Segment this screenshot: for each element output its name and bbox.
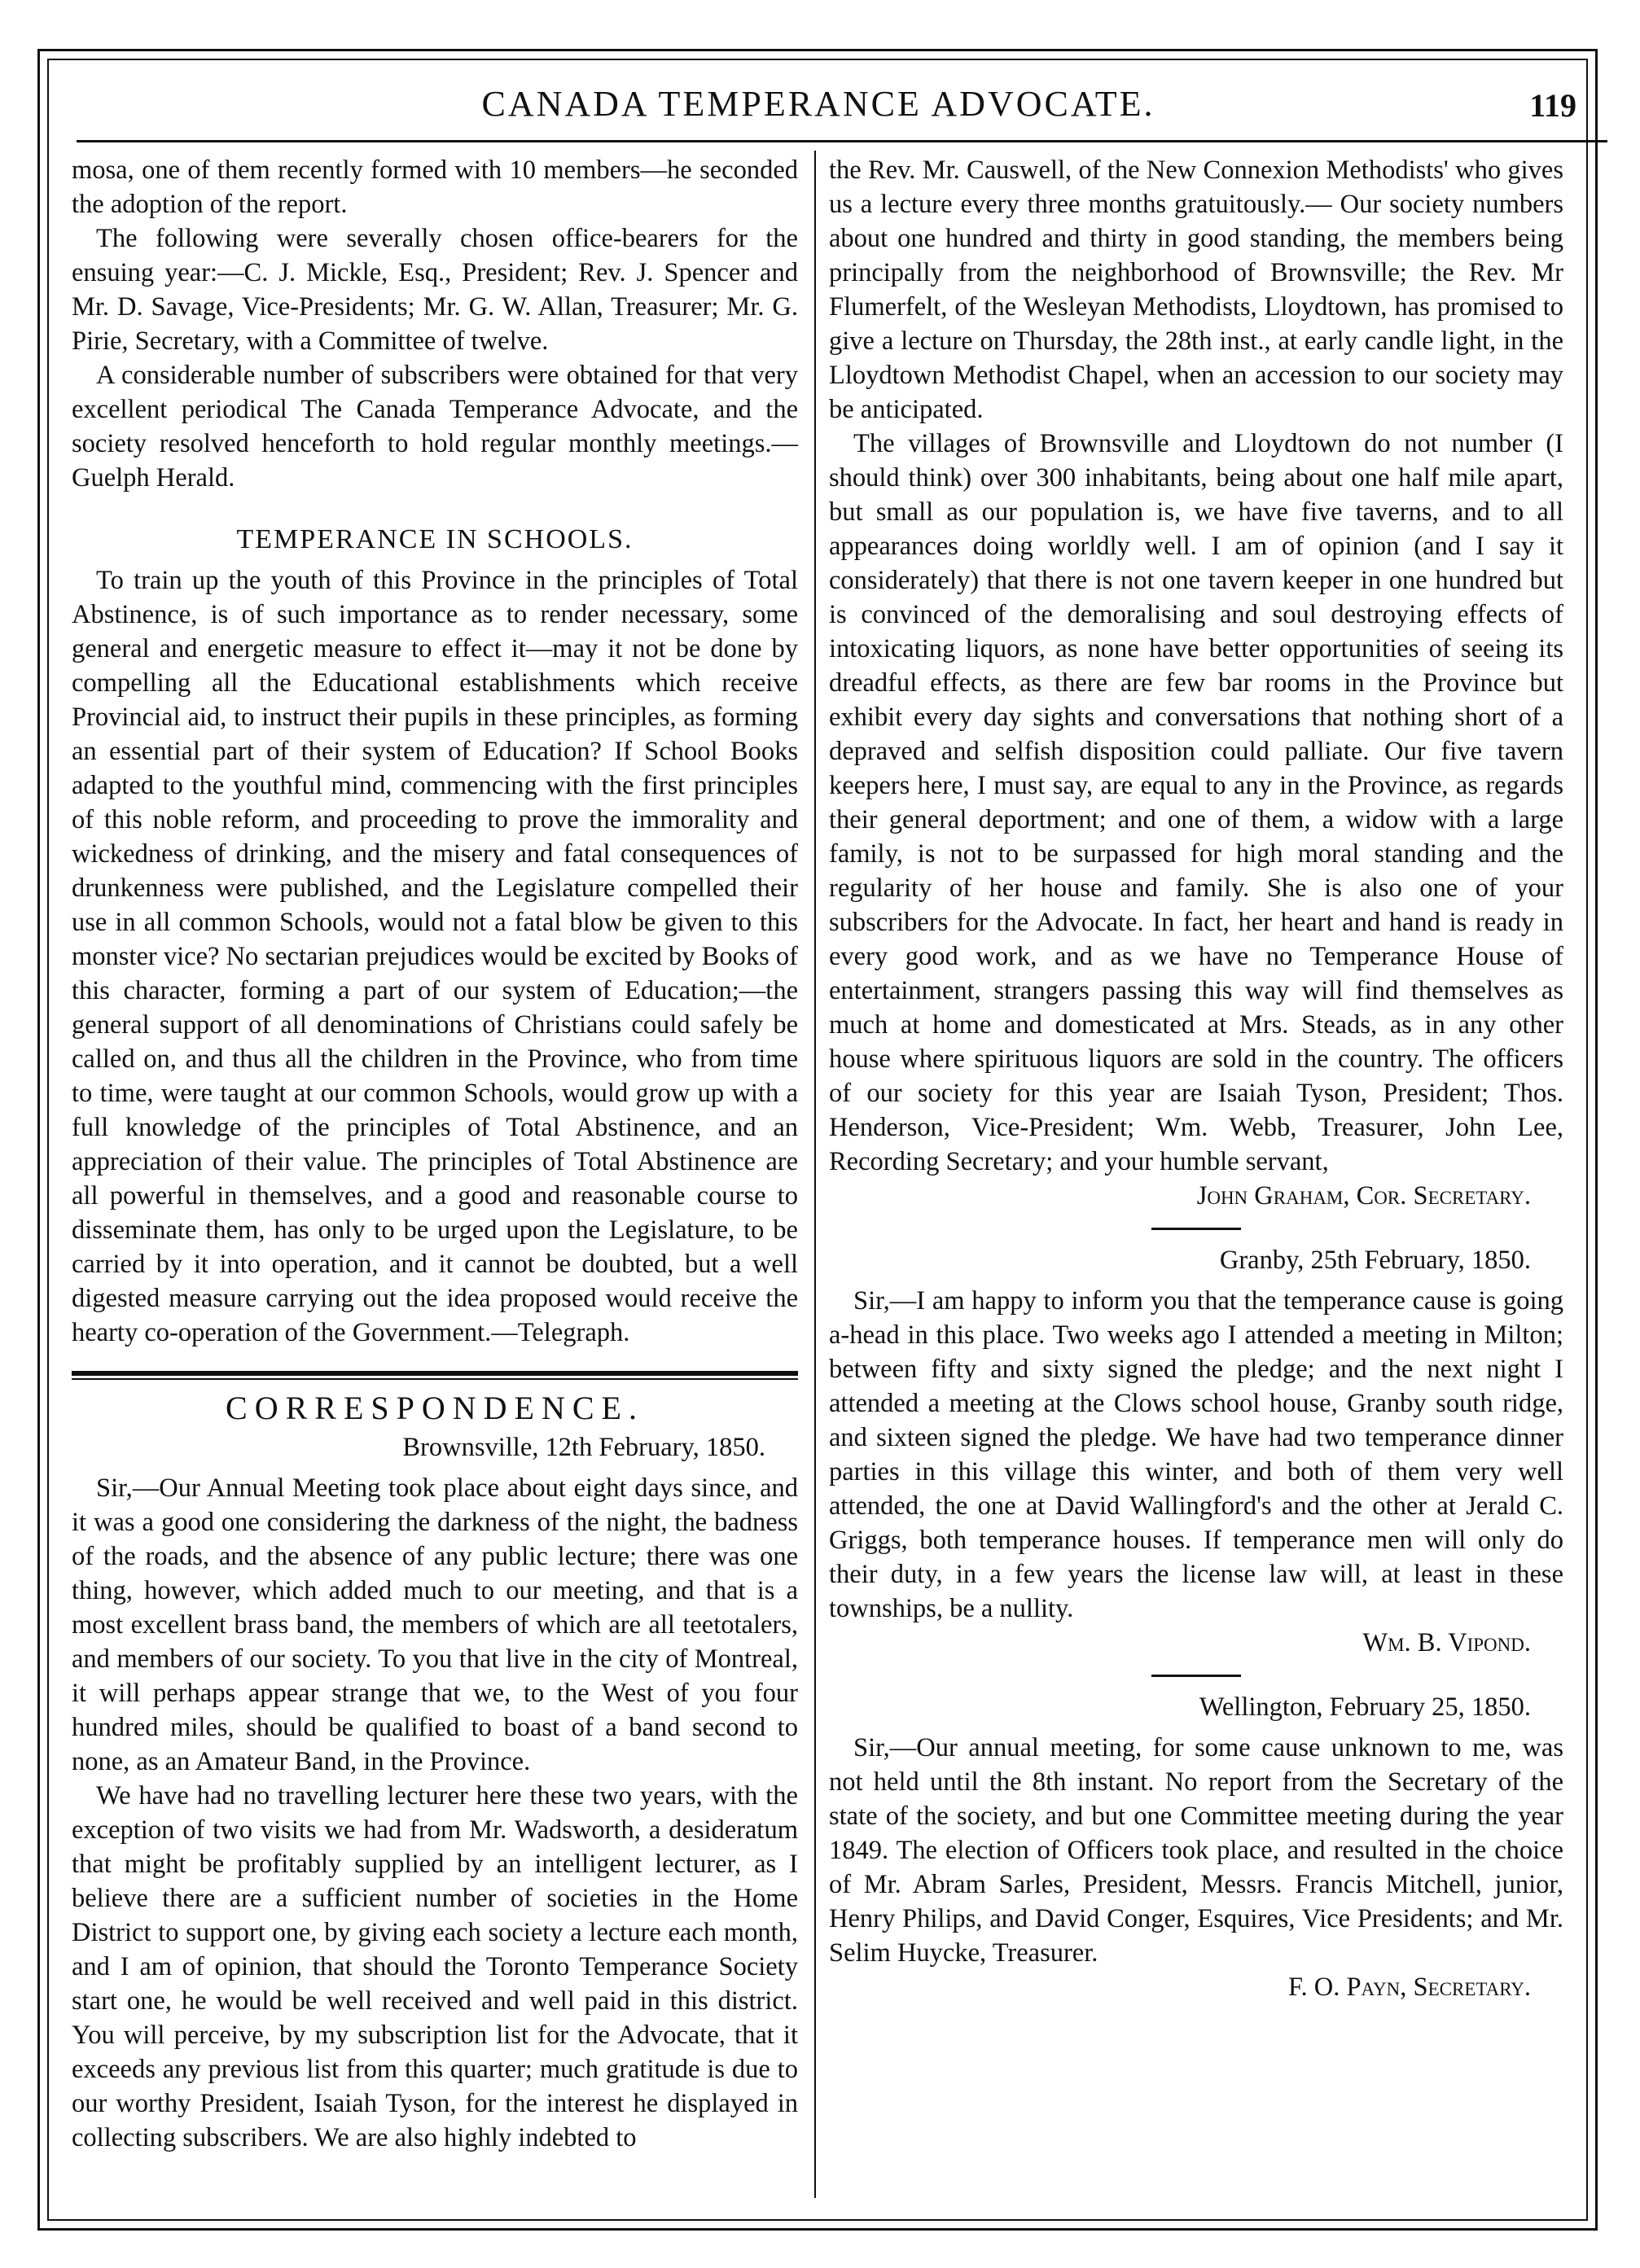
letter-signature: John Graham, Cor. Secretary. bbox=[1196, 1181, 1531, 1211]
schools-article: To train up the youth of this Province in the principles of Total Abstinence, is of such importance as to render necessary, some general and energetic measure to effect it—may it not be done by compelling all the Educational establishments which receive Provincial aid, to instruct their pupils in these principles, as forming an essential part of their system of Education? If School Books adapted to the youthful mind, commencing with the first principles of this noble reform, and proceeding to prove the immorality and wickedness of drinking, and the misery and fatal consequences of drunkenness were published, and the Legislature compelled their use in all common Schools, would not a fatal blow be given to this monster vice? No sectarian prejudices would be excited by Books of this character, forming a part of our system of Education;—the general support of all denominations of Christians could safely be called on, and thus all the children in the Province, who from time to time, were taught at our common Schools, would grow up with a full knowledge of the principles of Total Abstinence, and an appreciation of their value. The principles of Total Abstinence are all powerful in themselves, and a good and reasonable course to disseminate them, has only to be urged upon the Legislature, to be carried by it into operation, and it cannot be doubted, but a well digested measure carrying out the idea proposed would receive the hearty co-operation of the Government.—Telegraph. bbox=[72, 566, 798, 1347]
office-bearers-paragraph: The following were severally chosen office-bearers for the ensuing year:—C. J. Mickle, Esq., President; Rev. J. Spencer and Mr. D. Savage, Vice-Presidents; Mr. G. W. Allan, Treasurer; Mr. G. Pirie, Secretary, with a Committee of twelve. bbox=[72, 224, 798, 356]
letter-paragraph: the Rev. Mr. Causwell, of the New Connexion Methodists' who gives us a lecture every three months gratuitously.— Our society numbers about one hundred and thirty in good standing, the members being principally from the neighborhood of Brownsville; the Rev. Mr Flumerfelt, of the Wesleyan Methodists, Lloydtown, has promised to give a lecture on Thursday, the 28th inst., at early candle light, in the Lloydtown Methodist Chapel, when an accession to our society may be anticipated. bbox=[829, 155, 1563, 424]
correspondence-heading: CORRESPONDENCE. bbox=[226, 1390, 644, 1426]
letter-separator bbox=[1151, 1675, 1241, 1677]
letter-paragraph: Sir,—Our annual meeting, for some cause unknown to me, was not held until the 8th instant. No report from the Secretary of the state of the society, and but one Committee meeting during the year 1849. The election of Officers took place, and resulted in the choice of Mr. Abram Sarles, President, Messrs. Francis Mitchell, junior, Henry Philips, and David Conger, Esquires, Vice Presidents; and Mr. Selim Huycke, Treasurer. bbox=[829, 1733, 1563, 1968]
schools-heading: TEMPERANCE IN SCHOOLS. bbox=[236, 524, 634, 554]
header-rule bbox=[77, 140, 1607, 142]
letter-separator bbox=[1151, 1228, 1241, 1230]
letter-paragraph: Sir,—Our Annual Meeting took place about eight days since, and it was a good one considering the darkness of the night, the badness of the roads, and the absence of any public lecture; there was one thing, however, which added much to our meeting, and that is a most excellent brass band, the members of which are all teetotalers, and members of our society. To you that live in the city of Montreal, it will perhaps appear strange that we, to the West of you four hundred miles, should be qualified to boast of a band second to none, as an Amateur Band, in the Province. bbox=[72, 1473, 798, 1776]
masthead-title: CANADA TEMPERANCE ADVOCATE. bbox=[481, 84, 1155, 124]
left-column bbox=[72, 153, 798, 2155]
article-continuation: mosa, one of them recently formed with 10 members—he seconded the adoption of the report. bbox=[72, 155, 798, 219]
letter-dateline: Brownsville, 12th February, 1850. bbox=[402, 1433, 765, 1462]
letter-dateline: Wellington, February 25, 1850. bbox=[1199, 1692, 1531, 1722]
right-column bbox=[829, 153, 1563, 2004]
letter-signature: F. O. Payn, Secretary. bbox=[1288, 1972, 1531, 2002]
letter-paragraph: The villages of Brownsville and Lloydtown do not number (I should think) over 300 inhabitants, being about one half mile apart, but small as our population is, we have five taverns, and to all appearances doing worldly well. I am of opinion (and I say it considerately) that there is not one tavern keeper in one hundred but is convinced of the demoralising and soul destroying effects of intoxicating liquors, as none have better opportunities of seeing its dreadful effects, as there are few bar rooms in the Province but exhibit every day sights and conversations that nothing short of a depraved and selfish disposition could palliate. Our five tavern keepers here, I must say, are equal to any in the Province, as regards their general deportment; and one of them, a widow with a large family, is not to be surpassed for high moral standing and the regularity of her house and family. She is also one of your subscribers for the Advocate. In fact, her heart and hand is ready in every good work, and as we have no Temperance House of entertainment, strangers passing this way will find themselves as much at home and domesticated at Mrs. Steads, as in any other house where spirituous liquors are sold in the country. The officers of our society for this year are Isaiah Tyson, President; Thos. Henderson, Vice-President; Wm. Webb, Treasurer, John Lee, Recording Secretary; and your humble servant, bbox=[829, 429, 1563, 1176]
column-divider bbox=[814, 151, 816, 2198]
letter-signature: Wm. B. Vipond. bbox=[1362, 1628, 1531, 1657]
letter-paragraph: We have had no travelling lecturer here these two years, with the exception of two visits we had from Mr. Wadsworth, a desideratum that might be profitably supplied by an intelligent lecturer, as I believe there are a sufficient number of societies in the Home District to support one, by giving each society a lecture each month, and I am of opinion, that should the Toronto Temperance Society start one, he would be well received and well paid in this district. You will perceive, by my subscription list for the Advocate, that it exceeds any previous list from this quarter; much gratitude is due to our worthy President, Isaiah Tyson, for the interest he displayed in collecting subscribers. We are also highly indebted to bbox=[72, 1781, 798, 2152]
subscribers-paragraph: A considerable number of subscribers were obtained for that very excellent periodical The Canada Temperance Advocate, and the society resolved henceforth to hold regular monthly meetings.—Guelph Herald. bbox=[72, 361, 798, 493]
page-header bbox=[57, 75, 1580, 140]
section-rule bbox=[72, 1371, 798, 1380]
letter-paragraph: Sir,—I am happy to inform you that the temperance cause is going a-head in this place. Two weeks ago I attended a meeting in Milton; between fifty and sixty signed the pledge; and the next night I attended a meeting at the Clows school house, Granby south ridge, and sixteen signed the pledge. We have had two temperance dinner parties in this village this winter, and both of them very well attended, the one at David Wallingford's and the other at Jerald C. Griggs, both temperance houses. If temperance men will only do their duty, in a few years the license law will, at least in these townships, be a nullity. bbox=[829, 1286, 1563, 1623]
page-number: 119 bbox=[1529, 87, 1576, 124]
letter-dateline: Granby, 25th February, 1850. bbox=[1219, 1246, 1531, 1275]
